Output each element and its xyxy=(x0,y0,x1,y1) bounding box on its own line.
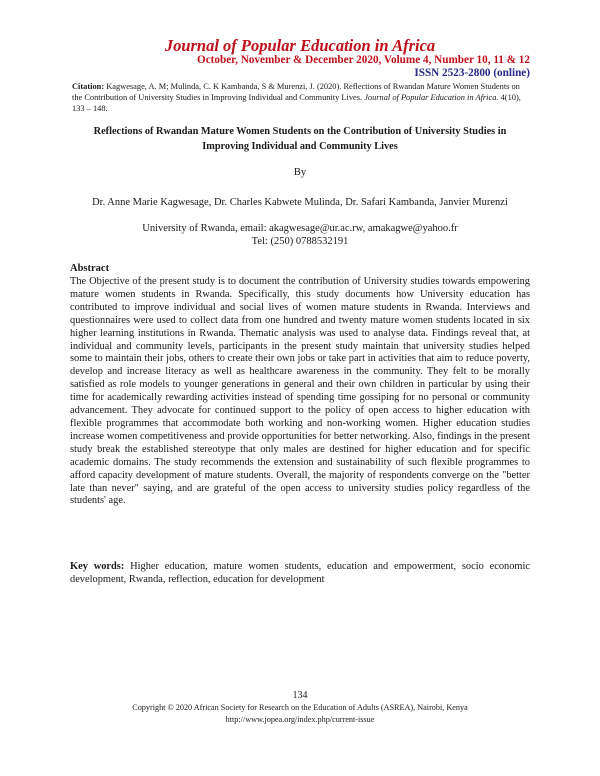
keywords xyxy=(70,560,530,586)
keywords-text: Higher education, mature women students, education and empowerment, socio economic development, Rwanda, reflection, education for development xyxy=(70,561,530,585)
citation-text: Kagwesage, A. M; Mulinda, C. K Kambanda, S & Murenzi, J. (2020). Reflections of Rwandan Mature Women Students on the Contribution of University Studies in Improving Individual and Community Lives. xyxy=(72,82,520,102)
abstract-body: The Objective of the present study is to document the contribution of University studies towards empowering mature women students in Rwanda. Specifically, this study documents how University education has contributed to improve individual and social lives of women mature students in Rwanda. Interviews and questionnaires were used to collect data from one hundred and twenty mature women students located in six higher learning institutions in Rwanda. Thematic analysis was used to analyse data. Findings reveal that, at individual and community levels, participants in the present study maintain that university studies helped some to maintain their jobs, others to create their own jobs or take part in activities that aim to reduce poverty, develop and increase literacy as well as healthcare awareness in the community. They felt to be morally satisfied as role models to younger generations in general and their own children in particular by using their time for academically rewarding activities instead of spending time gossiping for no personal or community advancement. They advocate for continued support to the policy of open access to higher education with flexible programmes that accommodate both working and non-working women. Higher education studies increase women competitiveness and provide opportunities for better networking. Also, findings in the present study break the established stereotype that only males are destined for higher education and for specific academic domains. The study recommends the extension and sustainability of such flexible programmes to afford capacity development of mature students. Overall, the majority of respondents converge on the "better late than never" saying, and are grateful of the open access to university studies policy regardless of the students' age. xyxy=(70,276,530,507)
citation-label: Citation: xyxy=(72,82,105,91)
paper-title: Reflections of Rwandan Mature Women Students on the Contribution of University Studies in Improving Individual and Community Lives xyxy=(93,126,507,152)
issue-line: October, November & December 2020, Volume 4, Number 10, 11 & 12 xyxy=(197,54,530,66)
authors: Dr. Anne Marie Kagwesage, Dr. Charles Kabwete Mulinda, Dr. Safari Kambanda, Janvier Murenzi xyxy=(92,197,508,208)
abstract-heading: Abstract xyxy=(70,263,110,274)
telephone: Tel: (250) 0788532191 xyxy=(251,236,349,247)
journal-title: Journal of Popular Education in Africa xyxy=(164,36,436,55)
affiliation: University of Rwanda, email: akagwesage@ur.ac.rw, amakagwe@yahoo.fr xyxy=(142,223,458,234)
citation-volume: 4(10), 133 – 148. xyxy=(72,93,521,113)
footer-url: http://www.jopea.org/index.php/current-issue xyxy=(225,715,375,724)
keywords-label: Key words: xyxy=(70,561,125,572)
page-number: 134 xyxy=(292,690,308,701)
by-line: By xyxy=(293,167,307,178)
issn-line: ISSN 2523-2800 (online) xyxy=(414,67,530,79)
citation xyxy=(72,81,530,114)
citation-journal: Journal of Popular Education in Africa. xyxy=(364,93,499,102)
copyright: Copyright © 2020 African Society for Research on the Education of Adults (ASREA), Nairobi, Kenya xyxy=(132,703,468,712)
